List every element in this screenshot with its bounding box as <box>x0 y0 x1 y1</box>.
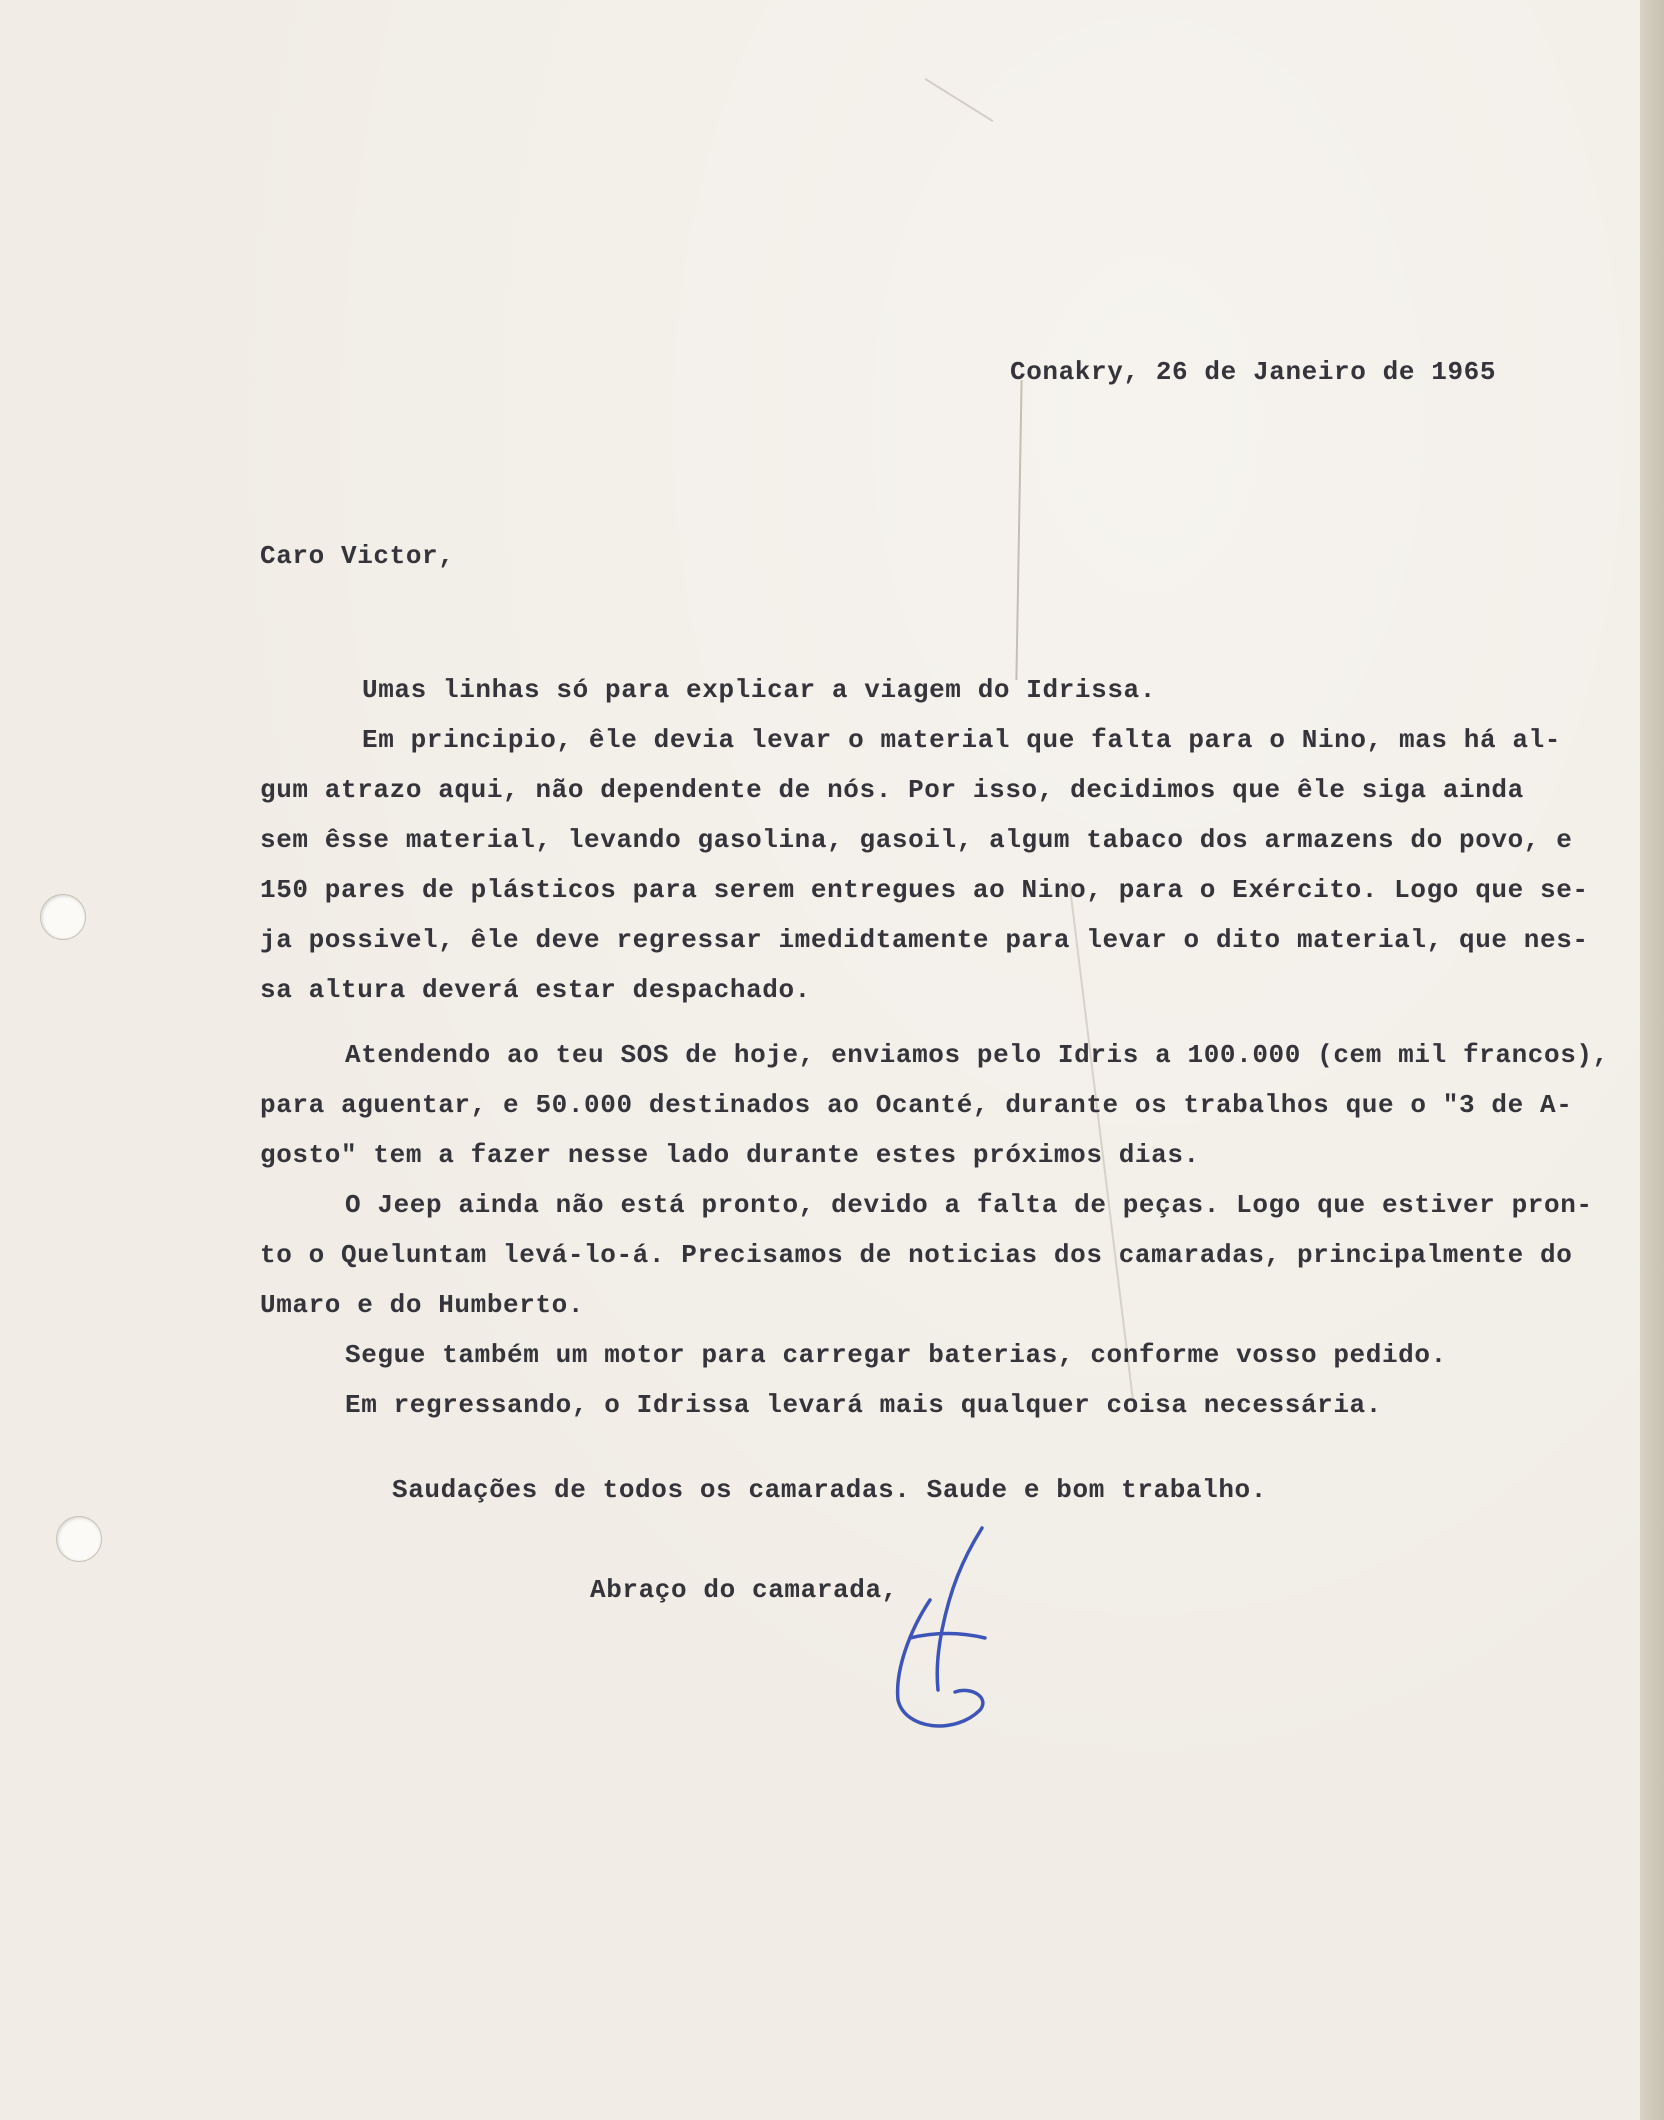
body-line: gosto" tem a fazer nesse lado durante estes próximos dias. <box>260 1140 1200 1170</box>
body-line: Segue também um motor para carregar baterias, conforme vosso pedido. <box>345 1340 1447 1370</box>
salutation: Caro Victor, <box>260 541 455 571</box>
body-line: 150 pares de plásticos para serem entregues ao Nino, para o Exército. Logo que se- <box>260 875 1589 905</box>
body-line: sa altura deverá estar despachado. <box>260 975 811 1005</box>
body-line: sem êsse material, levando gasolina, gasoil, algum tabaco dos armazens do povo, e <box>260 825 1573 855</box>
place-date: Conakry, 26 de Janeiro de 1965 <box>1010 357 1497 387</box>
paper-crease <box>1015 380 1022 680</box>
closing: Abraço do camarada, <box>590 1575 898 1605</box>
body-line: Atendendo ao teu SOS de hoje, enviamos pelo Idris a 100.000 (cem mil francos), <box>345 1040 1609 1070</box>
body-line: to o Queluntam levá-lo-á. Precisamos de noticias dos camaradas, principalmente do <box>260 1240 1573 1270</box>
signature <box>850 1520 1020 1740</box>
punch-hole-top <box>40 894 86 940</box>
body-line: Em principio, êle devia levar o material que falta para o Nino, mas há al- <box>362 725 1561 755</box>
punch-hole-bottom <box>56 1516 102 1562</box>
greeting: Saudações de todos os camaradas. Saude e bom trabalho. <box>392 1475 1267 1505</box>
body-line: O Jeep ainda não está pronto, devido a falta de peças. Logo que estiver pron- <box>345 1190 1593 1220</box>
body-line: gum atrazo aqui, não dependente de nós. Por isso, decidimos que êle siga ainda <box>260 775 1524 805</box>
paper-crease <box>925 78 994 122</box>
body-line: Em regressando, o Idrissa levará mais qualquer coisa necessária. <box>345 1390 1382 1420</box>
body-line: Umas linhas só para explicar a viagem do Idrissa. <box>362 675 1156 705</box>
body-line: para aguentar, e 50.000 destinados ao Ocanté, durante os trabalhos que o "3 de A- <box>260 1090 1573 1120</box>
body-line: Umaro e do Humberto. <box>260 1290 585 1320</box>
body-line: ja possivel, êle deve regressar imedidtamente para levar o dito material, que nes- <box>260 925 1589 955</box>
paper-edge <box>1640 0 1664 2120</box>
